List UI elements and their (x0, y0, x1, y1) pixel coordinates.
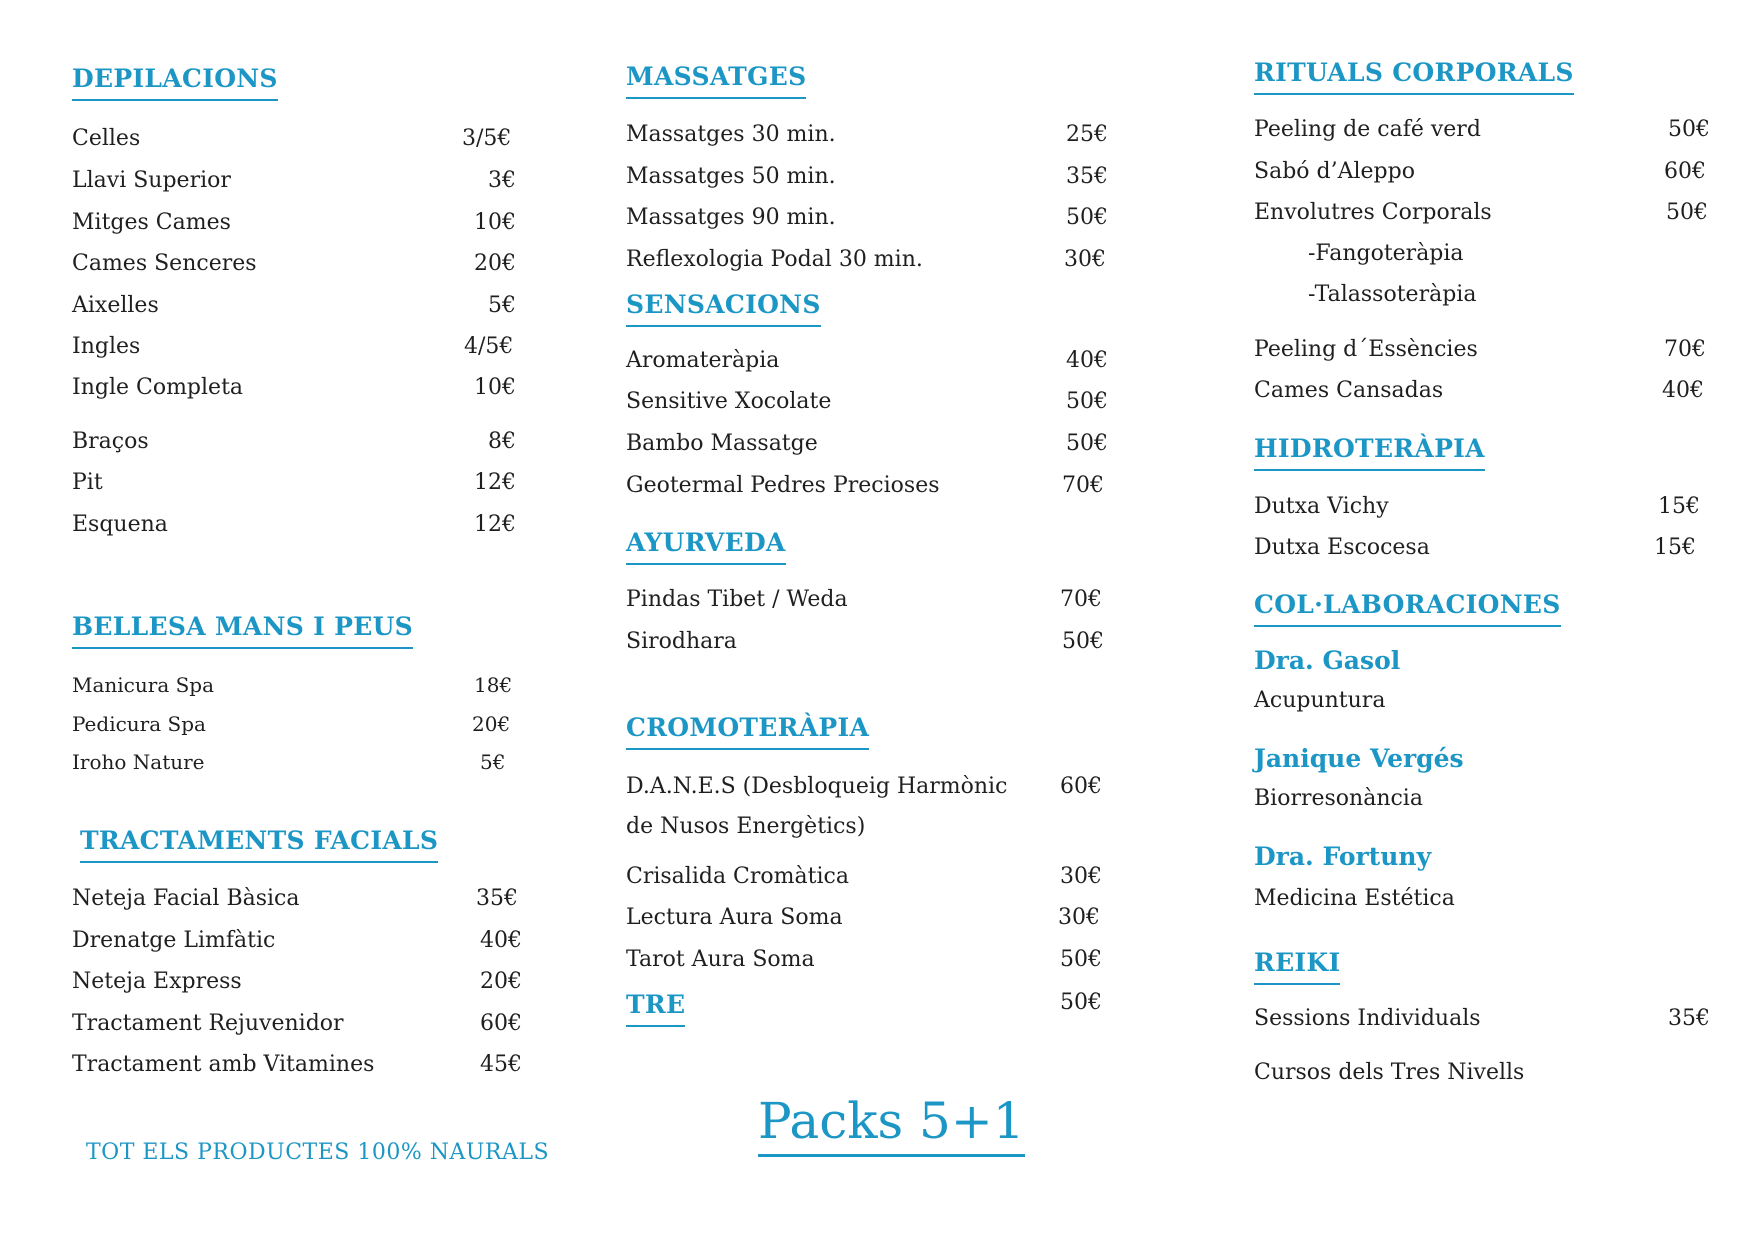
list-item: Massatges 50 min. 35€ (626, 164, 1108, 189)
section-heading: AYURVEDA (626, 528, 786, 565)
list-item: Geotermal Pedres Precioses 70€ (626, 473, 1104, 498)
list-item: Celles 3/5€ (72, 126, 512, 151)
footer-note: TOT ELS PRODUCTES 100% NAURALS (86, 1140, 550, 1165)
list-item: Braços 8€ (72, 429, 516, 454)
tre-price: 50€ (1060, 990, 1102, 1015)
list-item: Bambo Massatge 50€ (626, 431, 1108, 456)
list-item: Peeling de café verd 50€ (1254, 117, 1710, 142)
section-heading: TRE (626, 990, 685, 1027)
section-heading: MASSATGES (626, 62, 806, 99)
list-item: Ingles 4/5€ (72, 334, 514, 359)
list-item: Crisalida Cromàtica 30€ (626, 864, 1102, 889)
list-item: D.A.N.E.S (Desbloqueig Harmònic de Nusos Energètics) 60€ (626, 774, 1102, 839)
section-heading: REIKI (1254, 948, 1340, 985)
list-item: Esquena 12€ (72, 512, 516, 537)
list-item: Ingle Completa 10€ (72, 375, 516, 400)
packs-title: Packs 5+1 (758, 1092, 1025, 1157)
list-item: Aixelles 5€ (72, 293, 516, 318)
list-item: Sabó d’Aleppo 60€ (1254, 159, 1706, 184)
list-item: Envolutres Corporals 50€ (1254, 200, 1708, 225)
section-heading: TRACTAMENTS FACIALS (80, 826, 438, 863)
section-heading: RITUALS CORPORALS (1254, 58, 1574, 95)
list-item: Sirodhara 50€ (626, 629, 1104, 654)
list-item: Iroho Nature 5€ (72, 750, 506, 774)
section-heading: CROMOTERÀPIA (626, 713, 869, 750)
list-item: Sensitive Xocolate 50€ (626, 389, 1108, 414)
section-heading: DEPILACIONS (72, 64, 278, 101)
list-item: Dutxa Escocesa 15€ (1254, 535, 1696, 560)
section-heading: BELLESA MANS I PEUS (72, 612, 413, 649)
section-heading: HIDROTERÀPIA (1254, 434, 1485, 471)
list-item: Lectura Aura Soma 30€ (626, 905, 1100, 930)
list-item: Llavi Superior 3€ (72, 168, 516, 193)
list-item: Cursos dels Tres Nivells (1254, 1060, 1525, 1085)
list-item: Neteja Facial Bàsica 35€ (72, 886, 518, 911)
collaborator-name: Dra. Gasol (1254, 646, 1401, 675)
section-heading: SENSACIONS (626, 290, 821, 327)
list-item: Cames Cansadas 40€ (1254, 378, 1704, 403)
list-item: -Talassoteràpia (1308, 282, 1477, 307)
list-item: Mitges Cames 10€ (72, 210, 516, 235)
collaborator-role: Biorresonància (1254, 786, 1423, 811)
collaborator-name: Janique Vergés (1254, 744, 1464, 773)
list-item: Dutxa Vichy 15€ (1254, 494, 1700, 519)
list-item: Peeling d´Essències 70€ (1254, 337, 1706, 362)
list-item: Tractament amb Vitamines 45€ (72, 1052, 522, 1077)
list-item: Drenatge Limfàtic 40€ (72, 928, 522, 953)
list-item: Cames Senceres 20€ (72, 251, 516, 276)
list-item: Pit 12€ (72, 470, 516, 495)
section-heading: COL·LABORACIONES (1254, 590, 1561, 627)
list-item: Tarot Aura Soma 50€ (626, 947, 1102, 972)
collaborator-role: Acupuntura (1254, 688, 1386, 713)
list-item: -Fangoteràpia (1308, 241, 1464, 266)
list-item: Reflexologia Podal 30 min. 30€ (626, 247, 1106, 272)
collaborator-name: Dra. Fortuny (1254, 842, 1432, 871)
list-item: Pindas Tibet / Weda 70€ (626, 587, 1102, 612)
list-item: Massatges 90 min. 50€ (626, 205, 1108, 230)
list-item: Pedicura Spa 20€ (72, 712, 511, 736)
list-item: Tractament Rejuvenidor 60€ (72, 1011, 522, 1036)
list-item: Massatges 30 min. 25€ (626, 122, 1108, 147)
list-item: Manicura Spa 18€ (72, 673, 513, 697)
list-item: Aromateràpia 40€ (626, 348, 1108, 373)
list-item: Neteja Express 20€ (72, 969, 522, 994)
collaborator-role: Medicina Estética (1254, 886, 1455, 911)
list-item: Sessions Individuals 35€ (1254, 1006, 1710, 1031)
